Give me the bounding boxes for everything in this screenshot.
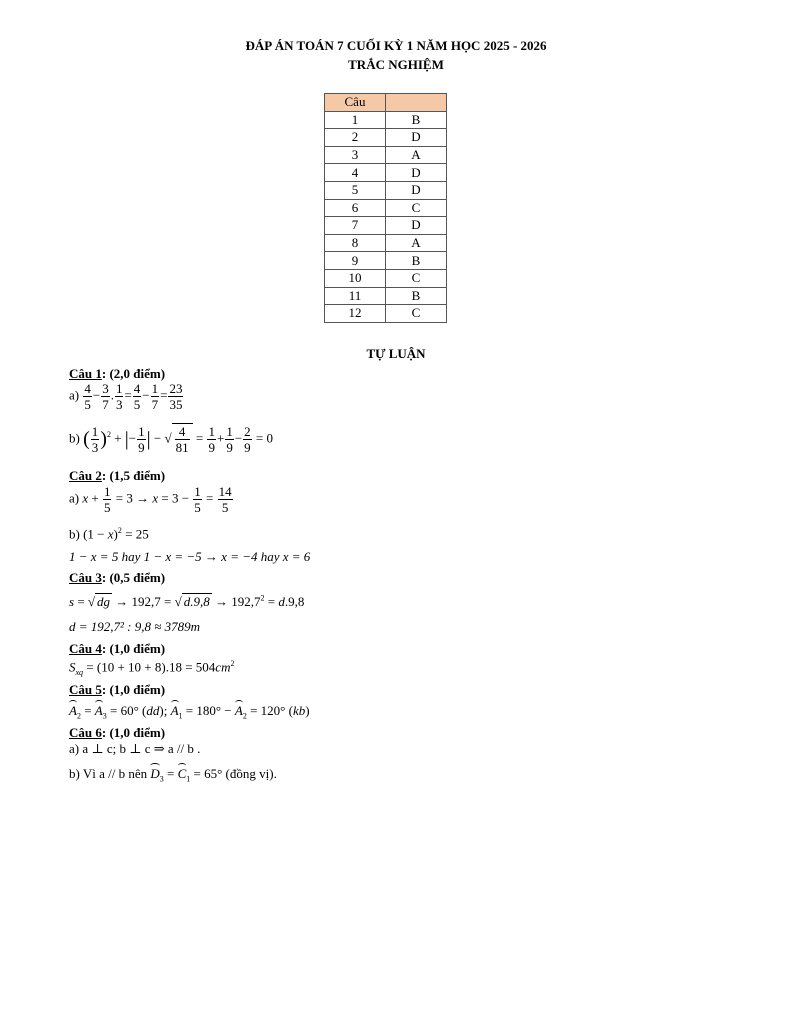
q2-part-a: a) x + $\frac{1}{5}$ = 3 → x = 3 − $\frac{1}{5}$ = $\frac{14}{5}$ <box>69 484 232 515</box>
table-row <box>325 305 447 323</box>
answer-cell: D <box>386 164 447 182</box>
question-number-cell: 6 <box>325 199 386 217</box>
q1-part-b: b) ( $\frac{1}{3}$ )$^2$ + |− $\frac{1}{9}$ | − √ $\frac{4}{81}$ = $\frac{1}{9}$ + $\frac{1}{9}$ − $\frac{2}{9}$ = 0 <box>69 424 273 455</box>
answer-table <box>324 93 447 323</box>
q3-result: d = 192,7² : 9,8 ≈ 3789m <box>69 619 201 634</box>
table-row <box>325 146 447 164</box>
answer-cell: C <box>386 199 447 217</box>
answer-cell: C <box>386 305 447 323</box>
question-3-heading: Câu 3: (0,5 điểm) <box>69 570 166 585</box>
table-row <box>325 287 447 305</box>
question-number-cell: 3 <box>325 146 386 164</box>
q1-part-a: a) $\frac{4}{5}$ − $\frac{3}{7}$ . $\frac{1}{3}$ = $\frac{4}{5}$ − $\frac{1}{7}$ = $\frac{23}{35}$ <box>69 381 183 412</box>
table-row <box>325 252 447 270</box>
question-number-cell: 2 <box>325 129 386 147</box>
question-1-heading: Câu 1: (2,0 điểm) <box>69 366 166 381</box>
question-number-cell: 5 <box>325 181 386 199</box>
question-number-cell: 9 <box>325 252 386 270</box>
answer-cell: B <box>386 287 447 305</box>
table-row <box>325 217 447 235</box>
answer-cell: A <box>386 146 447 164</box>
question-number-cell: 12 <box>325 305 386 323</box>
question-number-cell: 1 <box>325 111 386 129</box>
question-5-heading: Câu 5: (1,0 điểm) <box>69 682 166 697</box>
section-essay: TỰ LUẬN <box>366 346 426 361</box>
answer-cell: B <box>386 111 447 129</box>
question-number-cell: 4 <box>325 164 386 182</box>
table-row <box>325 129 447 147</box>
question-2-heading: Câu 2: (1,5 điểm) <box>69 468 166 483</box>
question-4-heading: Câu 4: (1,0 điểm) <box>69 641 166 656</box>
table-row <box>325 234 447 252</box>
q3-formula: s = √ dg → 192,7 = √ $d.9,8 \to 192,7^2 = d.9,8$ <box>69 593 305 609</box>
answer-cell: D <box>386 217 447 235</box>
q5-formula: $A_2 = A_3 = 60^\circ$ (dd); $A_1 = 180^\circ - A_2 = 120^\circ$ (kb) <box>69 703 310 721</box>
question-number-cell: 11 <box>325 287 386 305</box>
document-title: ĐÁP ÁN TOÁN 7 CUỐI KỲ 1 NĂM HỌC 2025 - 2026 <box>245 38 547 53</box>
table-row <box>325 199 447 217</box>
q6-part-b: b) Vì a // b nên $D_3 = C_1 = 65^\circ$ (đồng vị). <box>69 766 277 784</box>
answer-cell: C <box>386 269 447 287</box>
answer-cell: B <box>386 252 447 270</box>
q4-formula: $S_{xq} = (10 + 10 + 8).18 = 504cm^2$ <box>69 659 235 677</box>
table-row <box>325 269 447 287</box>
col-answer-header <box>386 94 447 112</box>
question-number-cell: 8 <box>325 234 386 252</box>
answer-cell: D <box>386 129 447 147</box>
question-number-cell: 10 <box>325 269 386 287</box>
q2-part-b-solution: 1 − x = 5 hay 1 − x = −5 → x = −4 hay x = 6 <box>69 549 311 564</box>
col-question-header: Câu <box>325 94 386 112</box>
q2-part-b: b) $(1 - x)^2 = 25$ <box>69 526 149 542</box>
q6-part-a: a) a ⊥ c; b ⊥ c ⇒ a // b . <box>69 741 201 756</box>
section-multiple-choice: TRẮC NGHIỆM <box>348 57 444 72</box>
table-row <box>325 164 447 182</box>
answer-cell: A <box>386 234 447 252</box>
table-row <box>325 181 447 199</box>
answer-cell: D <box>386 181 447 199</box>
question-number-cell: 7 <box>325 217 386 235</box>
question-6-heading: Câu 6: (1,0 điểm) <box>69 725 166 740</box>
table-row <box>325 111 447 129</box>
